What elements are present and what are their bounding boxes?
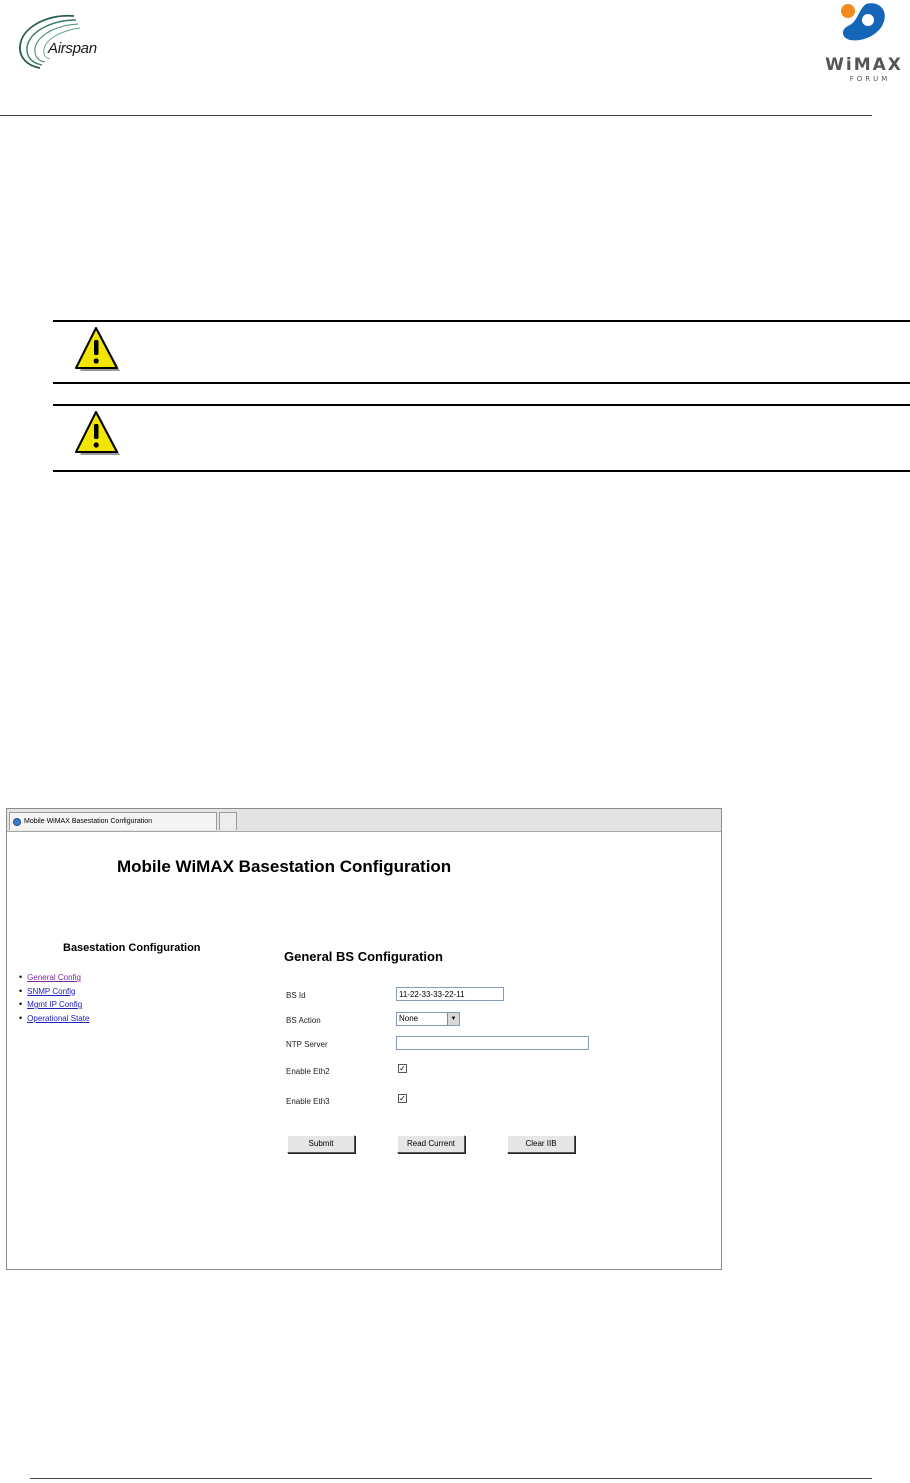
- bs-id-label: BS Id: [286, 991, 306, 1000]
- nav-item: [19, 998, 89, 1012]
- nav-heading: Basestation Configuration: [63, 942, 201, 954]
- browser-page-icon: [13, 818, 21, 826]
- warning-icon: [73, 410, 123, 458]
- caution-box: [53, 404, 910, 472]
- form-heading: General BS Configuration: [284, 949, 443, 964]
- checkmark-icon: ✓: [399, 1094, 406, 1103]
- clear-iib-button[interactable]: Clear IIB: [507, 1135, 575, 1153]
- airspan-logo-text: Airspan: [48, 40, 97, 57]
- enable-eth3-label: Enable Eth3: [286, 1097, 330, 1106]
- wimax-logo-subtext: FORUM: [849, 75, 891, 83]
- wimax-logo-text: WiMAX: [825, 55, 903, 75]
- submit-button[interactable]: Submit: [287, 1135, 355, 1153]
- nav-list: [19, 971, 89, 1025]
- caution-box: [53, 320, 910, 384]
- nav-link-operational-state[interactable]: Operational State: [27, 1013, 90, 1023]
- wimax-logo: [822, 0, 906, 88]
- enable-eth2-checkbox[interactable]: [398, 1064, 407, 1073]
- bs-action-label: BS Action: [286, 1016, 321, 1025]
- bs-action-select[interactable]: [396, 1012, 460, 1026]
- nav-item: [19, 1012, 89, 1026]
- page-title: Mobile WiMAX Basestation Configuration: [117, 857, 452, 876]
- nav-link-mgmt-ip-config[interactable]: Mgmt IP Config: [27, 1000, 83, 1009]
- nav-item: [19, 985, 89, 999]
- read-current-button[interactable]: Read Current: [397, 1135, 465, 1153]
- enable-eth3-checkbox[interactable]: [398, 1094, 407, 1103]
- tab-bar: [7, 809, 721, 832]
- browser-tab[interactable]: [9, 812, 217, 830]
- nav-link-general-config[interactable]: General Config: [27, 973, 81, 982]
- bs-action-value: None: [399, 1014, 419, 1023]
- chevron-down-icon: ▼: [447, 1013, 459, 1025]
- header-rule: [0, 115, 872, 116]
- enable-eth2-label: Enable Eth2: [286, 1067, 330, 1076]
- ntp-server-input[interactable]: [396, 1036, 589, 1050]
- ntp-server-label: NTP Server: [286, 1040, 328, 1049]
- nav-link-snmp-config[interactable]: SNMP Config: [27, 986, 76, 996]
- new-tab-button[interactable]: [219, 812, 237, 830]
- footer-rule: [30, 1478, 872, 1479]
- bs-id-input[interactable]: [396, 987, 504, 1001]
- warning-icon: [73, 326, 123, 374]
- nav-item: [19, 971, 89, 985]
- tab-title: Mobile WiMAX Basestation Configuration: [24, 818, 153, 825]
- browser-screenshot: [6, 808, 722, 1270]
- checkmark-icon: ✓: [399, 1064, 406, 1073]
